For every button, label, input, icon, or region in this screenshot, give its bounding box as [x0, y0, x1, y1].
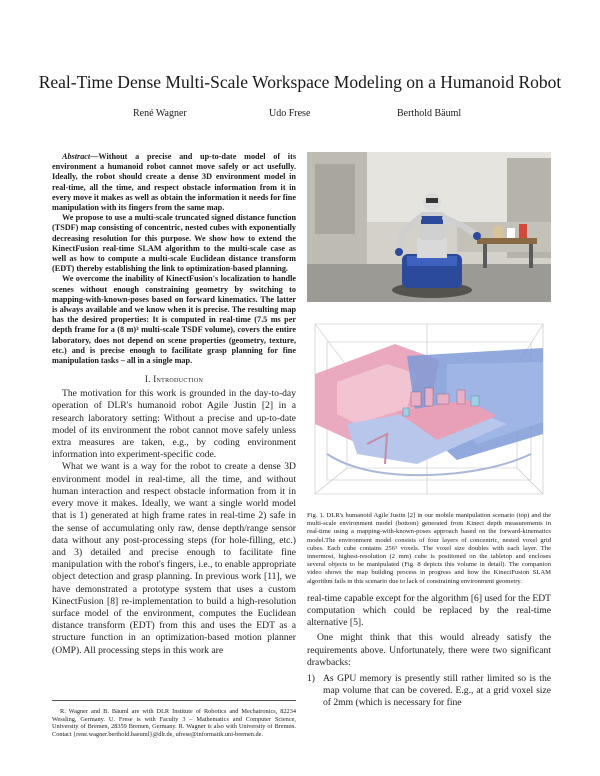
robot-photo-illustration: [307, 152, 551, 302]
map-illustration: [307, 304, 551, 508]
author-3: Berthold Bäuml: [397, 108, 462, 119]
introduction-body: [52, 388, 296, 656]
footnote-text: R. Wagner and B. Bäuml are with DLR Institute of Robotics and Mechatronics, 82234 Wessling, Germany. U. Frese is with Faculty 3 – Mathematics and Computer Science, University of Bremen, 28359 Bremen, Germany. R. Wagner is also with University of Bremen. Contact {rene.wagner.berthold.baeuml}@dlr.de, ufrese@informatik.uni-bremen.de.: [52, 708, 296, 739]
intro-paragraph-2: What we want is a way for the robot to create a dense 3D environment model in real-time, all the time, and without human interaction and respect obstacle information from it in every move it makes. Ideally, we want a single world model that is 1) generated at high frame rates in real-time 2) safe in the sense of accumulating only raw, dense depth/range sensor data without any post-processing steps (for hole-filling, etc.) and 3) detailed and precise enough to facilitate fine manipulation with the robot's fingers, i.e., to enable appropriate object detection and grasp planning. In previous work [11], we have demonstrated a prototype system that uses a custom KinectFusion [8] re-implementation to build a high-resolution surface model of the environment, computes the Euclidean distance transform (EDT) from this and uses the EDT as a structure function in an optimization-based motion planner (OMP). All processing steps in this work are: [52, 461, 296, 656]
abstract-label: Abstract: [62, 152, 91, 161]
abstract-text-1: —Without a precise and up-to-date model of its environment a humanoid robot cannot move safely or act usefully. Ideally, the robot should create a dense 3D environment model in real-time, all the time, and respect obstacle information from it in every move it makes as well as obtain the information it needs for fine manipulation with its fingers from the same map.: [52, 152, 296, 213]
section-heading-introduction: I. Introduction: [144, 374, 204, 385]
multi-scale-map-render: [307, 304, 551, 508]
drawback-text: As GPU memory is presently still rather limited so is the map volume that can be covered. E.g., at a grid voxel size of 2mm (which is necessary for fine: [323, 673, 551, 709]
intro-paragraph-1: The motivation for this work is grounded in the day-to-day operation of DLR's humanoid robot Agile Justin [2] in a research laboratory setting: Without a precise and up-to-date model of its environment the robot cannot move safely unless extra measures are taken, e.g., by coding environment information into experiment-specific code.: [52, 388, 296, 461]
left-column: [52, 152, 296, 657]
figure-caption: [307, 512, 551, 586]
abstract: [52, 152, 296, 366]
right-paragraph-2: One might think that this would already satisfy the requirements above. Unfortunately, there were two significant drawbacks:: [307, 632, 551, 668]
paper-title: Real-Time Dense Multi-Scale Workspace Modeling on a Humanoid Robot: [38, 72, 562, 92]
abstract-paragraph-2: We propose to use a multi-scale truncated signed distance function (TSDF) map consisting of concentric, nested cubes with exponentially decreasing resolution for this purpose. We show how to extend the KinectFusion real-time SLAM algorithm to the multi-scale case as well as how to compute a multi-scale Euclidean distance transform (EDT) thereby establishing the link to optimization-based planning.: [52, 213, 296, 274]
abstract-paragraph-3: We overcome the inability of KinectFusion's localization to handle scenes without enough constraining geometry by switching to mapping-with-known-poses based on forward kinematics. The latter is always available and we know when it is precise. The resulting map has the desired properties: It is computed in real-time (7.5 ms per depth frame for a (8 m)³ multi-scale TSDF volume), covers the entire laboratory, does not depend on scene properties (geometry, texture, etc.) and is precise enough to facilitate grasp planning for fine manipulation tasks – all in a single map.: [52, 274, 296, 366]
right-paragraph-1: real-time capable except for the algorithm [6] used for the EDT computation which could be replaced by the real-time alternative [5].: [307, 592, 551, 629]
drawback-item-1: [307, 673, 551, 710]
right-body: [307, 593, 551, 710]
author-1: René Wagner: [133, 108, 187, 119]
footnote: [52, 700, 296, 739]
author-2: Udo Frese: [269, 108, 311, 119]
figure-caption-text: Fig. 1. DLR's humanoid Agile Justin [2] in our mobile manipulation scenario (top) and the multi-scale environment model (bottom) generated from Kinect depth measurements in real-time using a mapping-with-known-poses approach based on the forward-kinematics model.The environment model consists of four layers of concentric, nested voxel grid cubes. Each cube contains 256³ voxels. The voxel size doubles with each layer. The innermost, highest-resolution (2 mm) cube is positioned on the tabletop and encloses several objects to be manipulated (Fig. 8 depicts this volume in detail). The companion video shows the map building process in progress and how the KinectFusion SLAM algorithm fails in this scenario due to lack of constraining environment geometry.: [307, 512, 551, 585]
figure-1: [307, 152, 551, 508]
abstract-paragraph-1: [52, 152, 296, 213]
robot-photo: [307, 152, 551, 302]
right-column: [307, 152, 551, 710]
drawback-number: 1): [307, 673, 315, 685]
